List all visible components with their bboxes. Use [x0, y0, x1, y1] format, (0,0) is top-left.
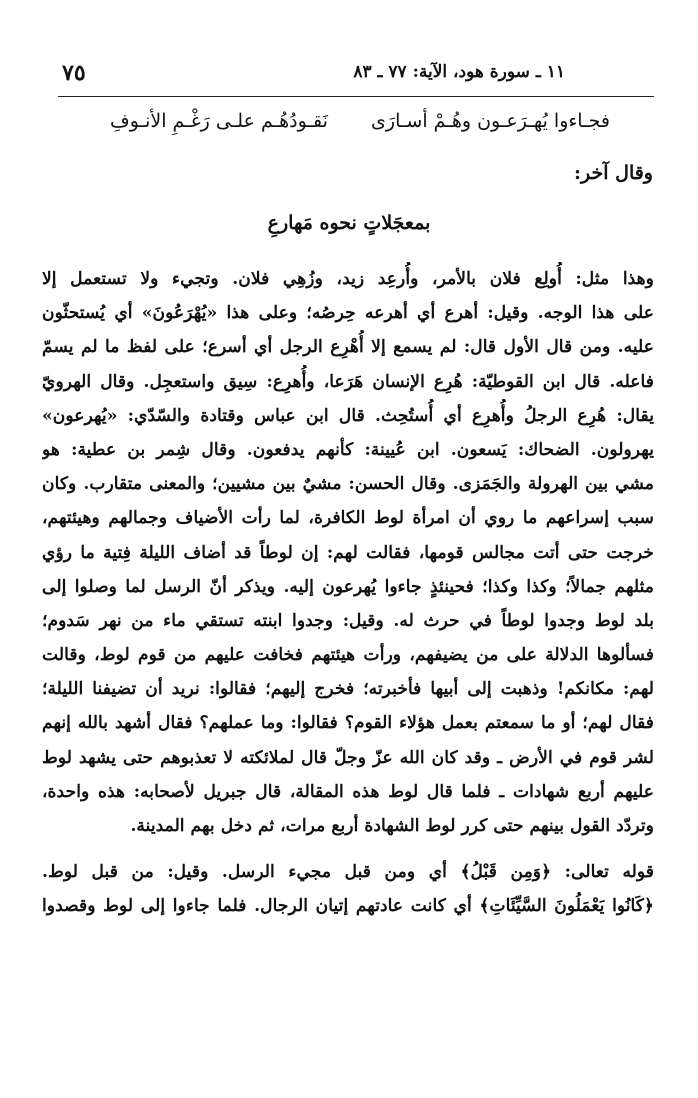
body-line: مثلهم جمالاً؛ وكذا وكذا؛ فحينئذٍ جاءوا يُهرعون إليه. ويذكر أنّ الرسل لما وصلوا إلى: [42, 576, 654, 597]
body-text: [42, 262, 654, 924]
body-line: عليهم أربع شهادات ـ فلما قال لوط هذه المقالة، قال جبريل لأصحابه: هذه واحدة،: [42, 781, 654, 802]
body-line: يهرولون. الضحاك: يَسعون. ابن عُيينة: كأنهم يدفعون. وقال شِمر بن عطية: هو: [42, 439, 654, 460]
body-line: لهم: مكانكم! وذهبت إلى أبيها فأخبرته؛ فخرج إليهم؛ فقالوا: نريد أن تضيفنا الليلة؛: [42, 679, 654, 700]
body-line: خرجت حتى أتت مجالس قومها، فقالت لهم: إن لوطاً قد أضاف الليلة فِتية ما رؤي: [42, 542, 654, 563]
verse-hemistich-second: نَقـودُهُـم علـى رَغْـمِ الأنـوفِ: [110, 110, 328, 132]
header-divider: [58, 96, 654, 97]
body-line: عليه. ومن قال الأول قال: لم يسمع إلا أُهْرِع الرجل أي أسرع؛ على لفظ ما لم يسمّ: [42, 337, 654, 358]
body-line: على هذا الوجه. وقيل: أهرع أي أهرعه حِرصُه؛ وعلى هذا «يُهْرَعُونَ» أي يُستحثّون: [42, 303, 654, 324]
body-line: فاعله. قال ابن القوطيّة: هُرِع الإنسان هَرَعا، وأُهرِع: سِيق واستعجِل. وقال الهرويّ: [42, 371, 654, 392]
poetry-verse: [70, 110, 650, 144]
verse-hemistich-first: فجـاءوا يُهـرَعـون وهُـمْ أسـارَى: [371, 110, 610, 132]
body-line: ﴿كَانُوا يَعْمَلُونَ السَّيِّئَاتِ﴾ أي كانت عادتهم إتيان الرجال. فلما جاءوا إلى لوط وقصدوا: [42, 896, 654, 917]
body-line: قوله تعالى: ﴿وَمِن قَبْلُ﴾ أي ومن قبل مجيء الرسل. وقيل: من قبل لوط.: [42, 862, 654, 883]
page-header: [40, 62, 660, 92]
body-line: فقال لهم؛ أو ما سمعتم بعمل هؤلاء القوم؟ فقالوا: وما عملهم؟ فقال أشهد بالله إنهم: [42, 713, 654, 734]
quote-intro: وقال آخر:: [574, 162, 653, 184]
body-line: بلد لوط وجدوا لوطاً في حرث له. وقيل: وجدوا ابنته تستقي ماء من نهر سَدوم؛: [42, 610, 654, 631]
body-line: فسألوها الدلالة على من يضيفهم، ورأت هيئتهم فخافت عليهم من قوم لوط، وقالت: [42, 645, 654, 666]
body-line: سبب إسراعهم ما روي أن امرأة لوط الكافرة، لما رأت الأضياف وجمالهم وهيئتهم،: [42, 508, 654, 529]
running-title: ١١ ـ سورة هود، الآية: ٧٧ ـ ٨٣: [353, 62, 565, 82]
page-number: ٧٥: [62, 60, 86, 86]
body-line: وهذا مثل: أُولِع فلان بالأمر، وأُرعِد زيد، وزُهِي فلان. وتجيء ولا تستعمل إلا: [42, 269, 654, 289]
body-line: مشي بين الهرولة والجَمَزى. وقال الحسن: مشيٌ بين مشيين؛ والمعنى متقارب. وكان: [42, 474, 654, 495]
centered-verse: بمعجَلاتٍ نحوه مَهارعِ: [267, 212, 431, 234]
body-line: لشر قوم في الأرض ـ وقد كان الله عزّ وجلّ قال لملائكته لا تعذبوهم حتى يشهد لوط: [42, 747, 654, 768]
paragraph-gap: [42, 843, 654, 855]
body-line: يقال: هُرِع الرجلُ وأُهرِع أي أُستُحِث. قال ابن عباس وقتادة والسّدّي: «يُهرعون»: [42, 405, 654, 426]
body-line: وتردّد القول بينهم حتى كرر لوط الشهادة أربع مرات، ثم دخل بهم المدينة.: [130, 816, 654, 836]
